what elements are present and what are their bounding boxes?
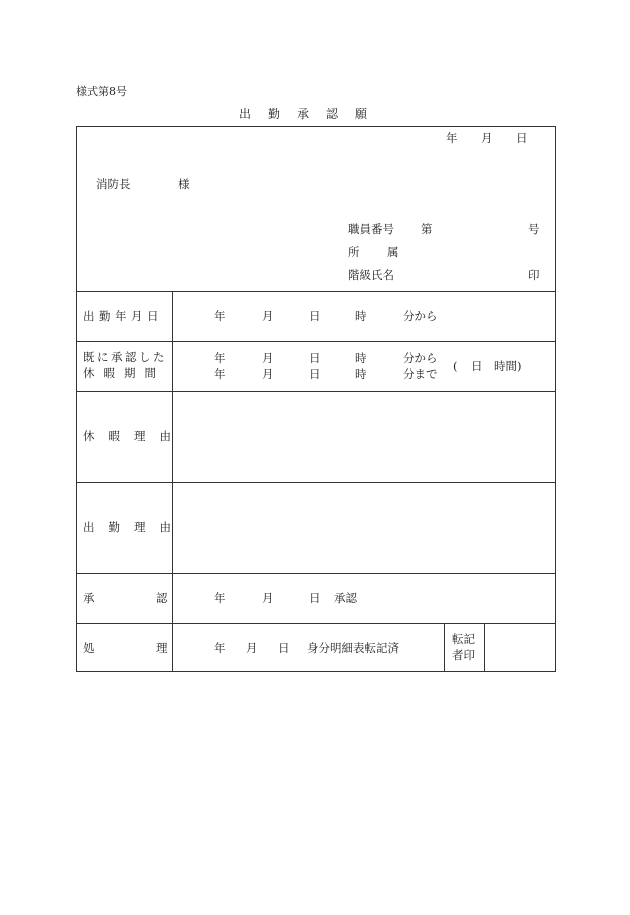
leave-duration-open: ( (453, 359, 458, 373)
rank-name-label: 階級氏名 (348, 268, 394, 282)
divider-approved-leave (76, 391, 556, 392)
employee-number-suffix: 号 (528, 222, 540, 236)
honorific: 様 (178, 177, 190, 191)
approved-leave-label-line2: 休暇期間 (83, 366, 165, 380)
divider-header (76, 291, 556, 292)
employee-number-label: 職員番号 (348, 222, 394, 236)
approved-leave-label-line1: 既に承認した (83, 350, 167, 364)
leave-to-day: 日 (309, 367, 321, 381)
processing-label-right: 理 (156, 641, 168, 655)
work-reason-label: 出勤理由 (83, 520, 185, 534)
approval-year: 年 (214, 591, 226, 605)
header-date-year: 年 (446, 131, 458, 145)
divider-work-reason (76, 573, 556, 574)
leave-to-minute: 分まで (403, 367, 438, 381)
approval-day: 日 (309, 591, 321, 605)
approval-label-right: 認 (156, 591, 168, 605)
leave-from-month: 月 (262, 351, 274, 365)
work-date-year: 年 (214, 309, 226, 323)
leave-to-year: 年 (214, 367, 226, 381)
seal-mark: 印 (528, 268, 540, 282)
processing-day: 日 (278, 641, 290, 655)
leave-to-month: 月 (262, 367, 274, 381)
affiliation-label: 所 属 (348, 245, 407, 259)
work-date-day: 日 (309, 309, 321, 323)
processing-label-left: 処 (83, 641, 95, 655)
work-date-label: 出勤年月日 (83, 309, 163, 323)
leave-from-minute: 分から (403, 351, 438, 365)
transcriber-seal-label-line2: 者印 (452, 648, 475, 662)
processing-year: 年 (214, 641, 226, 655)
approval-month: 月 (262, 591, 274, 605)
work-date-minute-from: 分から (403, 309, 438, 323)
divider-leave-reason (76, 482, 556, 483)
form-title: 出勤承認願 (239, 107, 385, 121)
employee-number-prefix: 第 (421, 222, 433, 236)
leave-to-hour: 時 (355, 367, 367, 381)
transcriber-seal-label-line1: 転記 (452, 632, 475, 646)
form-number: 様式第8号 (76, 85, 127, 98)
seal-column-divider (484, 623, 485, 672)
header-date-month: 月 (481, 131, 493, 145)
work-date-hour: 時 (355, 309, 367, 323)
leave-duration-hours: 時間) (494, 359, 522, 373)
processing-month: 月 (246, 641, 258, 655)
divider-work-date (76, 341, 556, 342)
leave-from-hour: 時 (355, 351, 367, 365)
label-column-divider (172, 291, 173, 672)
leave-from-day: 日 (309, 351, 321, 365)
leave-reason-label: 休暇理由 (83, 429, 185, 443)
approval-label-left: 承 (83, 591, 95, 605)
processing-status: 身分明細表転記済 (307, 641, 399, 655)
addressee: 消防長 (96, 177, 131, 191)
transcriber-column-divider (444, 623, 445, 672)
leave-from-year: 年 (214, 351, 226, 365)
approval-status: 承認 (334, 591, 357, 605)
header-date-day: 日 (516, 131, 528, 145)
leave-duration-day: 日 (471, 359, 483, 373)
work-date-month: 月 (262, 309, 274, 323)
